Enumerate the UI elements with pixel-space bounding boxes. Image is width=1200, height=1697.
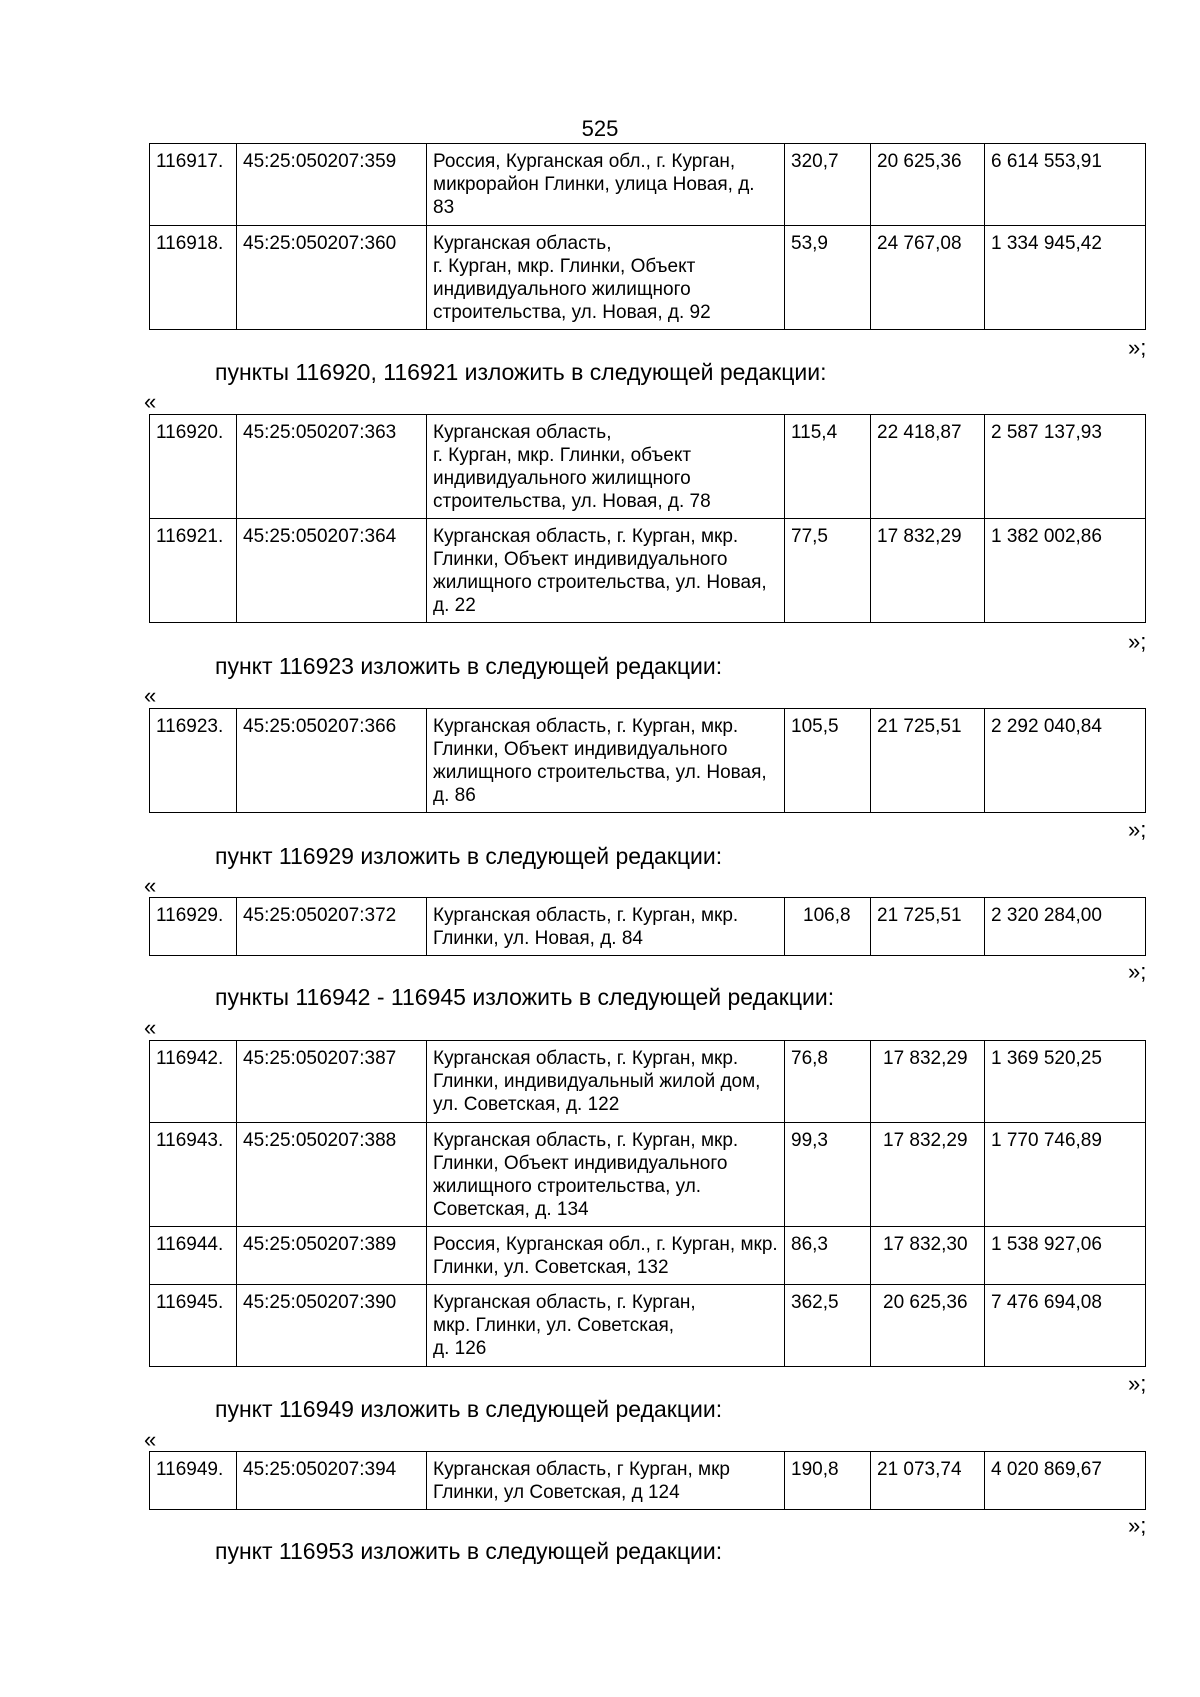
address: Курганская область, г Курган, мкр Глинки, ул Советская, д 124 <box>427 1452 785 1510</box>
closing-quote: »; <box>1128 335 1147 360</box>
property-table <box>149 897 1146 956</box>
table-row <box>150 898 1146 956</box>
row-number: 116949. <box>150 1452 237 1510</box>
opening-quote: « <box>144 873 157 898</box>
row-number: 116920. <box>150 415 237 519</box>
cadastral-number: 45:25:050207:359 <box>237 144 427 226</box>
cadastral-number: 45:25:050207:388 <box>237 1123 427 1227</box>
cadastral-number: 45:25:050207:360 <box>237 226 427 330</box>
specific-value: 17 832,30 <box>871 1227 985 1285</box>
row-number: 116923. <box>150 709 237 813</box>
area: 362,5 <box>785 1285 871 1367</box>
row-number: 116945. <box>150 1285 237 1367</box>
closing-quote: »; <box>1128 1371 1147 1396</box>
table-row <box>150 1041 1146 1123</box>
table-row <box>150 1123 1146 1227</box>
cadastral-value: 7 476 694,08 <box>985 1285 1146 1367</box>
amendment-heading: пункт 116953 изложить в следующей редакции: <box>215 1538 723 1564</box>
area: 86,3 <box>785 1227 871 1285</box>
amendment-heading: пункты 116942 - 116945 изложить в следующей редакции: <box>215 984 835 1010</box>
area: 115,4 <box>785 415 871 519</box>
specific-value: 20 625,36 <box>871 144 985 226</box>
opening-quote: « <box>144 683 157 708</box>
address: Курганская область, г. Курган, мкр. Глинки, ул. Новая, д. 84 <box>427 898 785 956</box>
row-number: 116917. <box>150 144 237 226</box>
table-row <box>150 415 1146 519</box>
amendment-heading: пункт 116929 изложить в следующей редакции: <box>215 843 723 869</box>
address: Россия, Курганская обл., г. Курган, микрорайон Глинки, улица Новая, д. 83 <box>427 144 785 226</box>
address: Курганская область, г. Курган, мкр. Глинки, ул. Советская, д. 126 <box>427 1285 785 1367</box>
cadastral-value: 4 020 869,67 <box>985 1452 1146 1510</box>
area: 106,8 <box>785 898 871 956</box>
area: 99,3 <box>785 1123 871 1227</box>
specific-value: 21 073,74 <box>871 1452 985 1510</box>
row-number: 116943. <box>150 1123 237 1227</box>
opening-quote: « <box>144 1427 157 1452</box>
cadastral-number: 45:25:050207:387 <box>237 1041 427 1123</box>
address: Курганская область, г. Курган, мкр. Глинки, индивидуальный жилой дом, ул. Советская, д. 122 <box>427 1041 785 1123</box>
property-table <box>149 414 1146 623</box>
cadastral-value: 6 614 553,91 <box>985 144 1146 226</box>
property-table <box>149 1040 1146 1367</box>
cadastral-value: 2 292 040,84 <box>985 709 1146 813</box>
property-table <box>149 708 1146 813</box>
cadastral-number: 45:25:050207:394 <box>237 1452 427 1510</box>
opening-quote: « <box>144 389 157 414</box>
property-table <box>149 143 1146 330</box>
address: Курганская область, г. Курган, мкр. Глинки, Объект индивидуального жилищного строительства, ул. Новая, д. 86 <box>427 709 785 813</box>
cadastral-value: 1 382 002,86 <box>985 519 1146 623</box>
area: 53,9 <box>785 226 871 330</box>
specific-value: 21 725,51 <box>871 898 985 956</box>
specific-value: 24 767,08 <box>871 226 985 330</box>
cadastral-value: 1 538 927,06 <box>985 1227 1146 1285</box>
area: 190,8 <box>785 1452 871 1510</box>
closing-quote: »; <box>1128 959 1147 984</box>
area: 105,5 <box>785 709 871 813</box>
row-number: 116929. <box>150 898 237 956</box>
row-number: 116942. <box>150 1041 237 1123</box>
address: Курганская область, г. Курган, мкр. Глинки, Объект индивидуального жилищного строительства, ул. Советская, д. 134 <box>427 1123 785 1227</box>
cadastral-number: 45:25:050207:390 <box>237 1285 427 1367</box>
address: Курганская область, г. Курган, мкр. Глинки, Объект индивидуального жилищного строительства, ул. Новая, д. 22 <box>427 519 785 623</box>
closing-quote: »; <box>1128 817 1147 842</box>
amendment-heading: пункты 116920, 116921 изложить в следующей редакции: <box>215 359 827 385</box>
area: 77,5 <box>785 519 871 623</box>
address: Курганская область, г. Курган, мкр. Глинки, Объект индивидуального жилищного строительства, ул. Новая, д. 92 <box>427 226 785 330</box>
cadastral-value: 1 369 520,25 <box>985 1041 1146 1123</box>
table-row <box>150 1285 1146 1367</box>
specific-value: 22 418,87 <box>871 415 985 519</box>
specific-value: 21 725,51 <box>871 709 985 813</box>
cadastral-number: 45:25:050207:389 <box>237 1227 427 1285</box>
specific-value: 17 832,29 <box>871 1123 985 1227</box>
specific-value: 17 832,29 <box>871 1041 985 1123</box>
area: 320,7 <box>785 144 871 226</box>
page-number: 525 <box>581 116 619 141</box>
table-row <box>150 1227 1146 1285</box>
address: Курганская область, г. Курган, мкр. Глинки, объект индивидуального жилищного строительства, ул. Новая, д. 78 <box>427 415 785 519</box>
row-number: 116921. <box>150 519 237 623</box>
row-number: 116944. <box>150 1227 237 1285</box>
amendment-heading: пункт 116923 изложить в следующей редакции: <box>215 653 723 679</box>
cadastral-number: 45:25:050207:363 <box>237 415 427 519</box>
opening-quote: « <box>144 1015 157 1040</box>
area: 76,8 <box>785 1041 871 1123</box>
closing-quote: »; <box>1128 1513 1147 1538</box>
amendment-heading: пункт 116949 изложить в следующей редакции: <box>215 1396 723 1422</box>
address: Россия, Курганская обл., г. Курган, мкр. Глинки, ул. Советская, 132 <box>427 1227 785 1285</box>
table-row <box>150 144 1146 226</box>
specific-value: 17 832,29 <box>871 519 985 623</box>
cadastral-value: 2 320 284,00 <box>985 898 1146 956</box>
cadastral-number: 45:25:050207:372 <box>237 898 427 956</box>
cadastral-value: 1 334 945,42 <box>985 226 1146 330</box>
cadastral-value: 1 770 746,89 <box>985 1123 1146 1227</box>
cadastral-value: 2 587 137,93 <box>985 415 1146 519</box>
table-row <box>150 1452 1146 1510</box>
cadastral-number: 45:25:050207:364 <box>237 519 427 623</box>
closing-quote: »; <box>1128 629 1147 654</box>
cadastral-number: 45:25:050207:366 <box>237 709 427 813</box>
table-row <box>150 226 1146 330</box>
table-row <box>150 519 1146 623</box>
property-table <box>149 1451 1146 1510</box>
specific-value: 20 625,36 <box>871 1285 985 1367</box>
table-row <box>150 709 1146 813</box>
row-number: 116918. <box>150 226 237 330</box>
